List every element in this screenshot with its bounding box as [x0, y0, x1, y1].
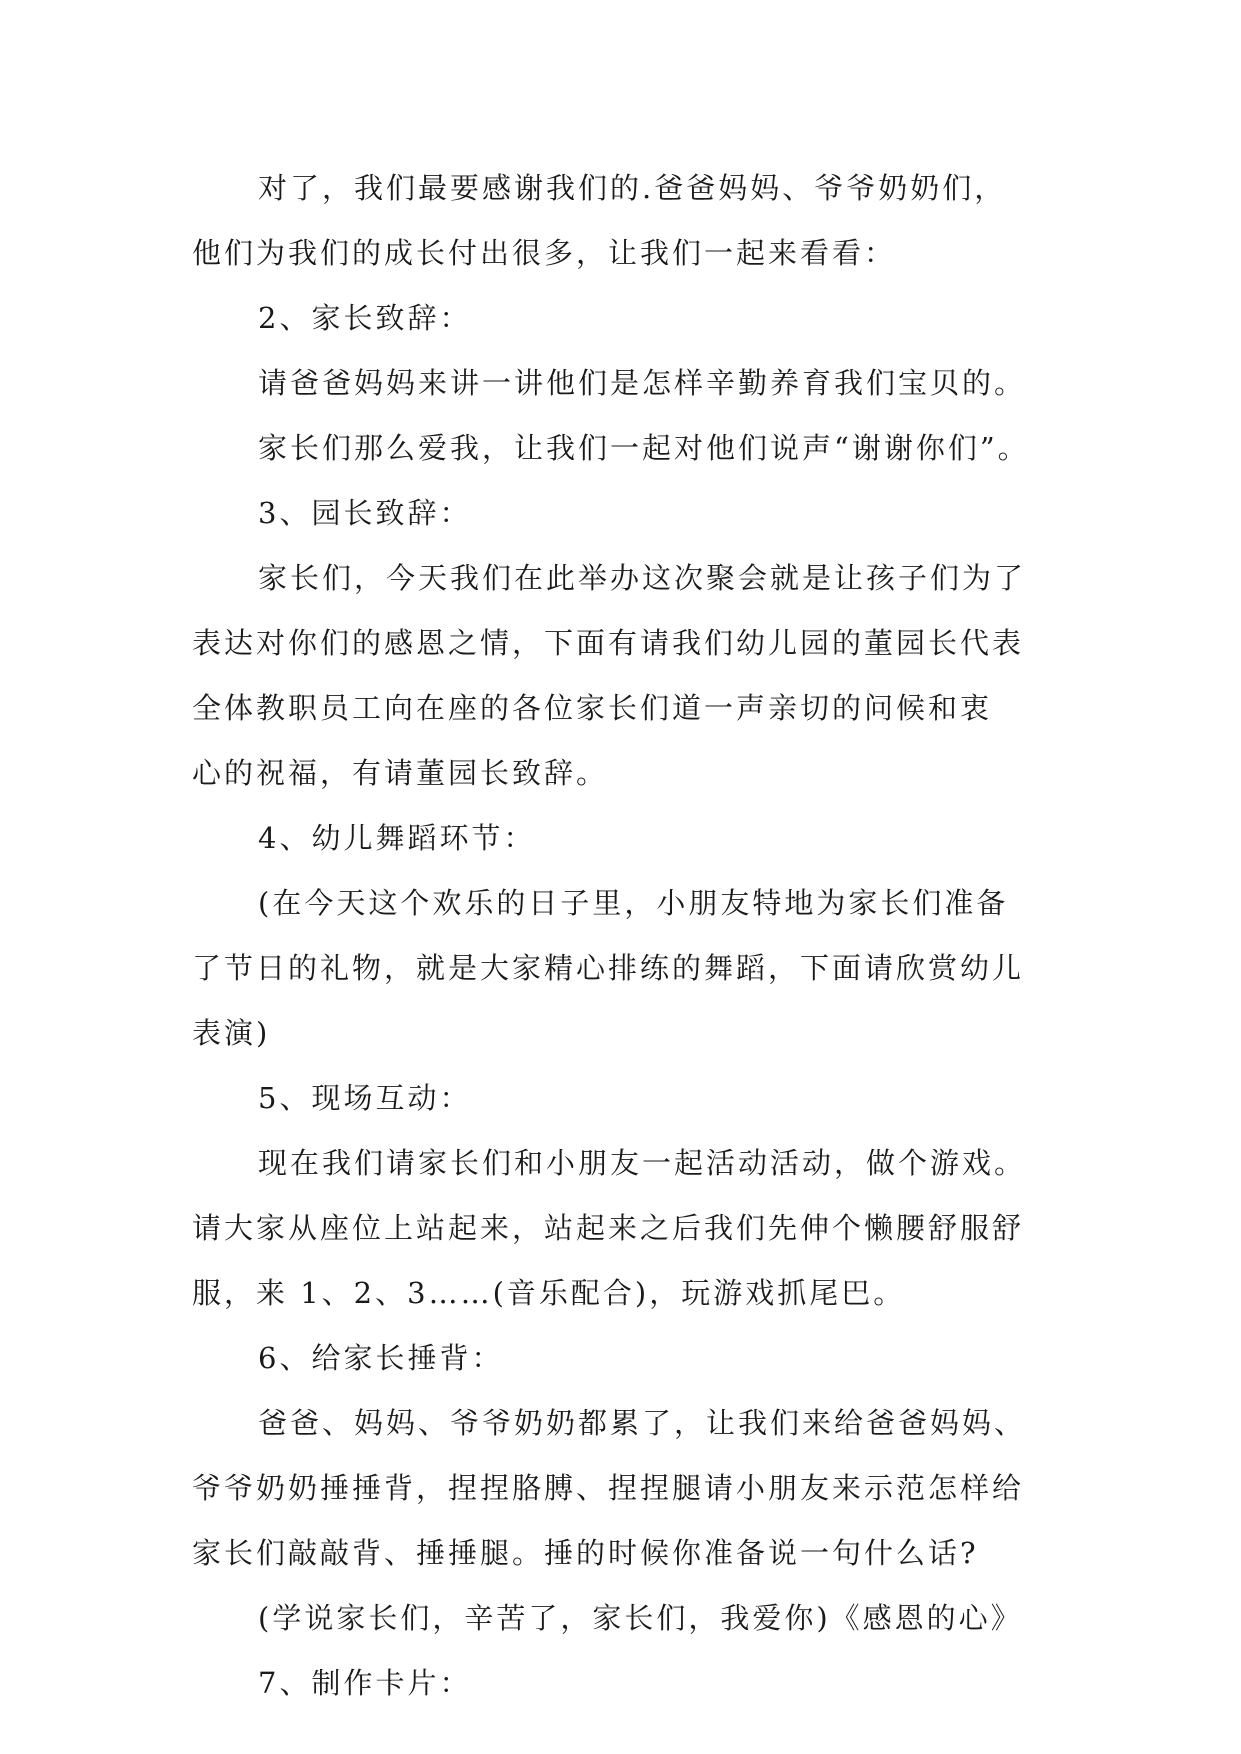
paragraph-line: 全体教职员工向在座的各位家长们道一声亲切的问候和衷: [192, 691, 993, 725]
paragraph-line: 爷爷奶奶捶捶背，捏捏胳膊、捏捏腿请小朋友来示范怎样给: [192, 1471, 1025, 1505]
paragraph-line: 请爸爸妈妈来讲一讲他们是怎样辛勤养育我们宝贝的。: [258, 366, 1027, 400]
section-heading: 4、幼儿舞蹈环节：: [258, 821, 536, 855]
section-heading: 7、制作卡片：: [258, 1666, 472, 1700]
paragraph-line: 了节日的礼物，就是大家精心排练的舞蹈，下面请欣赏幼儿: [192, 951, 1025, 985]
paragraph-line: 心的祝福，有请董园长致辞。: [192, 756, 609, 790]
paragraph-line: 服，来 1、2、3……(音乐配合)，玩游戏抓尾巴。: [192, 1276, 906, 1310]
paragraph-line: 家长们，今天我们在此举办这次聚会就是让孩子们为了: [258, 561, 1027, 595]
paragraph-line: 对了，我们最要感谢我们的.爸爸妈妈、爷爷奶奶们，: [258, 171, 1007, 205]
paragraph-line: 爸爸、妈妈、爷爷奶奶都累了，让我们来给爸爸妈妈、: [258, 1406, 1027, 1440]
paragraph-line: 他们为我们的成长付出很多，让我们一起来看看：: [192, 236, 897, 270]
paragraph-line: 表演): [192, 1016, 271, 1050]
paragraph-line: (在今天这个欢乐的日子里，小朋友特地为家长们准备: [258, 886, 1009, 920]
paragraph-line: 请大家从座位上站起来，站起来之后我们先伸个懒腰舒服舒: [192, 1211, 1025, 1245]
section-heading: 5、现场互动：: [258, 1081, 472, 1115]
section-heading: 3、园长致辞：: [258, 496, 472, 530]
paragraph-line: (学说家长们，辛苦了，家长们，我爱你)《感恩的心》: [258, 1601, 1023, 1635]
paragraph-line: 家长们那么爱我，让我们一起对他们说声“谢谢你们”。: [258, 431, 1030, 465]
section-heading: 2、家长致辞：: [258, 301, 472, 335]
section-heading: 6、给家长捶背：: [258, 1341, 504, 1375]
paragraph-line: 现在我们请家长们和小朋友一起活动活动，做个游戏。: [258, 1146, 1027, 1180]
paragraph-line: 家长们敲敲背、捶捶腿。捶的时候你准备说一句什么话?: [192, 1536, 979, 1570]
paragraph-line: 表达对你们的感恩之情，下面有请我们幼儿园的董园长代表: [192, 626, 1025, 660]
